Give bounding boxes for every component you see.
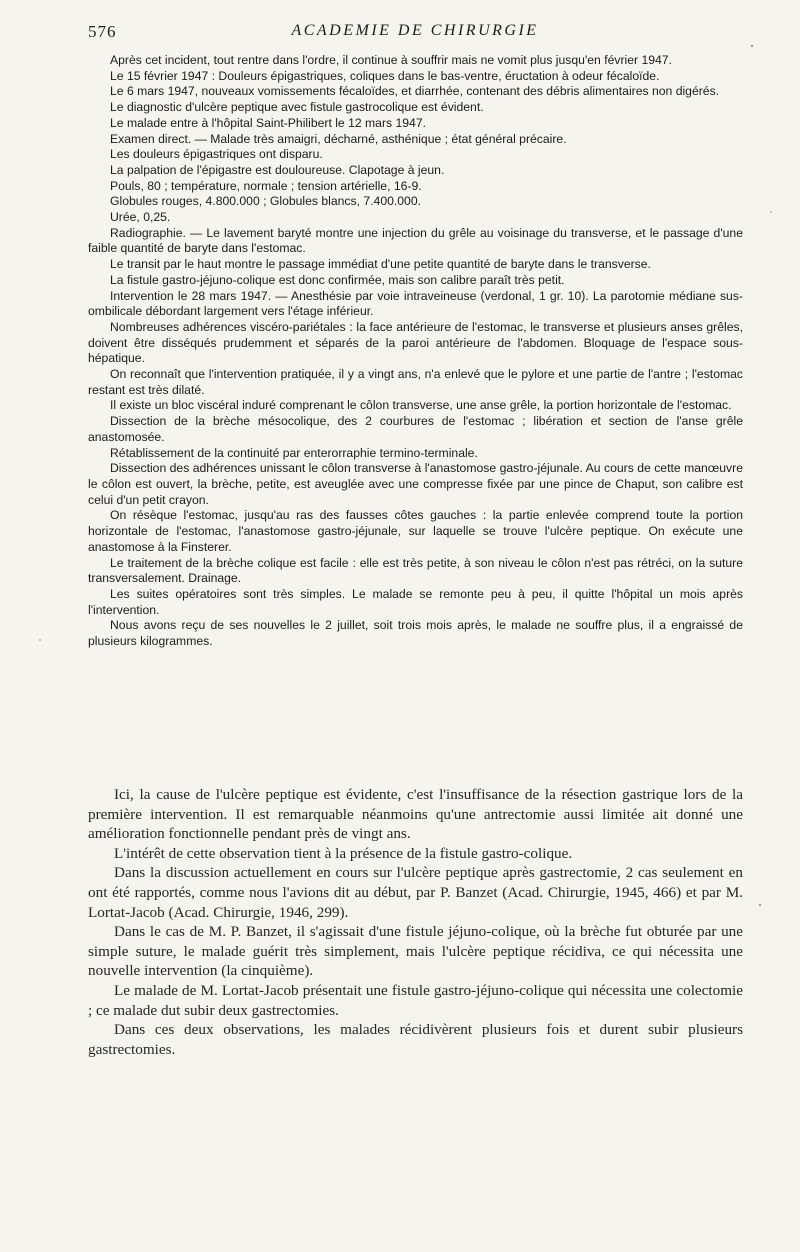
discussion-section (88, 785, 743, 1059)
case-paragraph: On reconnaît que l'intervention pratiquée, il y a vingt ans, n'a enlevé que le pylore et une partie de l'antre ; l'estomac restant est très dilaté. (88, 367, 743, 397)
case-paragraph: Le malade entre à l'hôpital Saint-Philibert le 12 mars 1947. (110, 115, 427, 130)
case-paragraph: Rétablissement de la continuité par enterorraphie termino-terminale. (110, 445, 478, 460)
discussion-paragraph: L'intérêt de cette observation tient à la présence de la fistule gastro-colique. (114, 844, 573, 862)
case-paragraph: Nombreuses adhérences viscéro-pariétales : la face antérieure de l'estomac, le transverse et plusieurs anses grêles, doivent être disséqués prudemment et séparés de la paroi antérieure de l'abdomen. Bloquage de l'espace sous-hépatique. (88, 319, 743, 366)
case-paragraph: Il existe un bloc viscéral induré comprenant le côlon transverse, une anse grêle, la portion horizontale de l'estomac. (110, 398, 732, 413)
case-paragraph: Dissection des adhérences unissant le côlon transverse à l'anastomose gastro-jéjunale. Au cours de cette manœuvre le côlon est ouvert, la brèche, petite, est aveuglée avec une compresse fixée par une pince de Chaput, son calibre est celui d'un petit crayon. (88, 461, 743, 507)
page-header (88, 22, 742, 44)
case-paragraph: Examen direct. — Malade très amaigri, décharné, asthénique ; état général précaire. (110, 131, 567, 146)
case-paragraph: Après cet incident, tout rentre dans l'ordre, il continue à souffrir mais ne vomit plus jusqu'en février 1947. (110, 53, 672, 67)
case-paragraph: Dissection de la brèche mésocolique, des 2 courbures de l'estomac ; libération et section de l'anse grêle anastomosée. (88, 414, 743, 444)
discussion-paragraph: Le malade de M. Lortat-Jacob présentait une fistule gastro-jéjuno-colique qui nécessita une colectomie ; ce malade dut subir deux gastrectomies. (88, 981, 743, 1019)
case-paragraph: La palpation de l'épigastre est douloureuse. Clapotage à jeun. (110, 162, 445, 177)
case-paragraph: Les douleurs épigastriques ont disparu. (110, 147, 323, 162)
running-title: ACADEMIE DE CHIRURGIE (291, 22, 539, 39)
case-paragraph: Radiographie. — Le lavement baryté montre une injection du grêle au voisinage du transverse, et le passage d'une faible quantité de baryte dans l'estomac. (88, 225, 743, 256)
case-paragraph: La fistule gastro-jéjuno-colique est donc confirmée, mais son calibre paraît très petit. (110, 272, 565, 287)
discussion-paragraph: Dans ces deux observations, les malades récidivèrent plusieurs fois et durent subir plusieurs gastrectomies. (88, 1021, 743, 1058)
case-paragraph: Le traitement de la brèche colique est facile : elle est très petite, à son niveau le côlon n'est pas rétréci, on la suture transversalement. Drainage. (88, 555, 743, 586)
case-paragraph: Le diagnostic d'ulcère peptique avec fistule gastrocolique est évident. (110, 100, 484, 115)
discussion-paragraph: Ici, la cause de l'ulcère peptique est évidente, c'est l'insuffisance de la résection gastrique lors de la première intervention. Il est remarquable néanmoins qu'une antrectomie aussi limitée ait donné une amélioration fonctionnelle pendant près de vingt ans. (88, 786, 743, 843)
case-paragraph: Le transit par le haut montre le passage immédiat d'une petite quantité de baryte dans le transverse. (110, 257, 651, 272)
case-paragraph: Urée, 0,25. (110, 210, 171, 225)
discussion-paragraph: Dans la discussion actuellement en cours sur l'ulcère peptique après gastrectomie, 2 cas seulement en ont été rapportés, comme nous l'avions dit au début, par P. Banzet (Acad. Chirurgie, 1945, 466) et par M. Lortat-Jacob (Acad. Chirurgie, 1946, 299). (88, 864, 743, 921)
case-paragraph: Le 15 février 1947 : Douleurs épigastriques, coliques dans le bas-ventre, éructation à odeur fécaloïde. (110, 68, 660, 83)
case-paragraph: Globules rouges, 4.800.000 ; Globules blancs, 7.400.000. (110, 194, 421, 209)
discussion-paragraph: Dans le cas de M. P. Banzet, il s'agissait d'une fistule jéjuno-colique, où la brèche fut obturée par une simple suture, le malade guérit très simplement, mais l'ulcère peptique récidiva, ce qui nécessita une nouvelle intervention (la cinquième). (88, 923, 743, 980)
case-report-section (88, 53, 743, 650)
case-paragraph: Le 6 mars 1947, nouveaux vomissements fécaloïdes, et diarrhée, contenant des débris alimentaires non digérés. (110, 84, 720, 99)
page-number: 576 (88, 22, 117, 41)
case-paragraph: On résèque l'estomac, jusqu'au ras des fausses côtes gauches : la partie enlevée comprend toute la portion horizontale de l'estomac, l'anastomose gastro-jéjunale, sur laquelle se trouve l'ulcère peptique. On exécute une anastomose à la Finsterer. (88, 508, 743, 554)
case-paragraph: Pouls, 80 ; température, normale ; tension artérielle, 16-9. (110, 178, 422, 193)
case-paragraph: Intervention le 28 mars 1947. — Anesthésie par voie intraveineuse (verdonal, 1 gr. 10). La parotomie médiane sus-ombilicale débordant largement vers l'étage inférieur. (88, 288, 743, 319)
case-paragraph: Les suites opératoires sont très simples. Le malade se remonte peu à peu, il quitte l'hôpital un mois après l'intervention. (88, 586, 743, 617)
case-paragraph: Nous avons reçu de ses nouvelles le 2 juillet, soit trois mois après, le malade ne souffre plus, il a engraissé de plusieurs kilogrammes. (88, 618, 743, 649)
